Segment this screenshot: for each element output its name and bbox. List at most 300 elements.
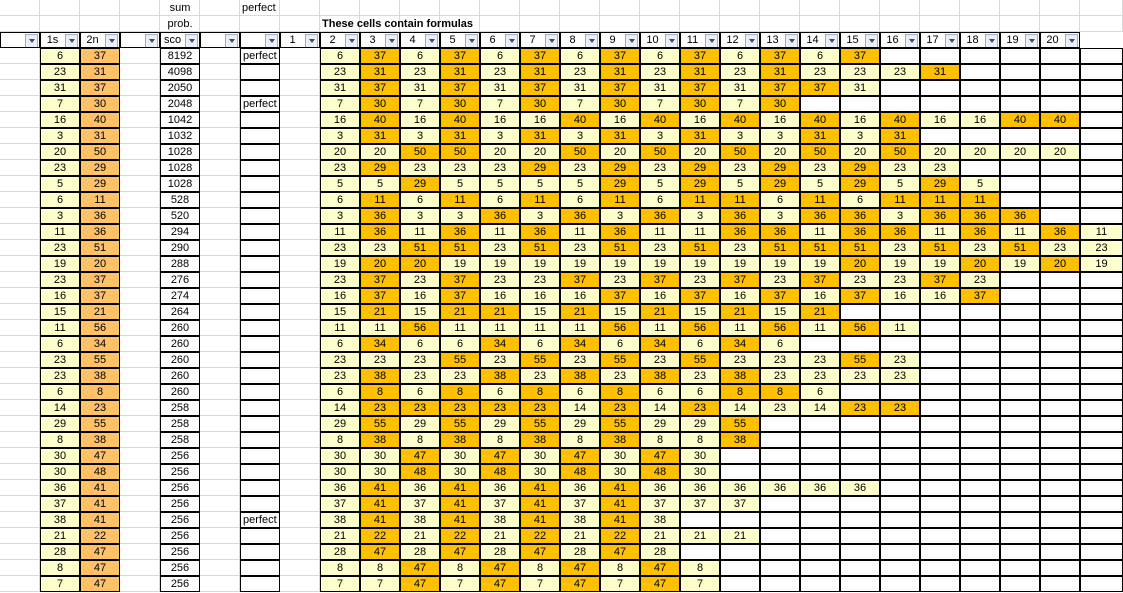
sequence-cell[interactable]: 41: [360, 480, 400, 496]
sequence-cell[interactable]: 3: [440, 208, 480, 224]
empty-formula-cell[interactable]: [1040, 192, 1080, 208]
empty-cell[interactable]: [200, 160, 240, 176]
sequence-cell[interactable]: 23: [640, 160, 680, 176]
sequence-cell[interactable]: 22: [600, 528, 640, 544]
sequence-cell[interactable]: 14: [640, 400, 680, 416]
empty-cell[interactable]: [200, 320, 240, 336]
score-cell[interactable]: 1028: [160, 176, 200, 192]
sequence-cell[interactable]: 29: [360, 160, 400, 176]
first-value-cell[interactable]: 29: [40, 416, 80, 432]
sequence-cell[interactable]: 30: [360, 448, 400, 464]
sequence-cell[interactable]: 11: [440, 320, 480, 336]
empty-cell[interactable]: [120, 64, 160, 80]
empty-cell[interactable]: [200, 352, 240, 368]
sequence-cell[interactable]: 19: [520, 256, 560, 272]
sequence-cell[interactable]: 36: [520, 224, 560, 240]
sequence-cell[interactable]: 16: [520, 288, 560, 304]
sequence-cell[interactable]: 40: [440, 112, 480, 128]
sequence-cell[interactable]: 23: [880, 272, 920, 288]
empty-formula-cell[interactable]: [1040, 320, 1080, 336]
sequence-cell[interactable]: 37: [760, 288, 800, 304]
sequence-cell[interactable]: 47: [640, 448, 680, 464]
sequence-cell[interactable]: 16: [560, 288, 600, 304]
empty-formula-cell[interactable]: [880, 384, 920, 400]
empty-formula-cell[interactable]: [720, 560, 760, 576]
sequence-cell[interactable]: 21: [640, 528, 680, 544]
perfect-cell[interactable]: [240, 400, 280, 416]
perfect-cell[interactable]: [240, 288, 280, 304]
sequence-cell[interactable]: 3: [760, 208, 800, 224]
empty-formula-cell[interactable]: [1080, 432, 1123, 448]
sequence-cell[interactable]: 6: [320, 384, 360, 400]
empty-cell[interactable]: [40, 0, 80, 16]
filter-header-cell[interactable]: [920, 32, 960, 48]
sequence-cell[interactable]: 23: [520, 400, 560, 416]
sequence-cell[interactable]: 23: [840, 400, 880, 416]
filter-header-cell[interactable]: [40, 32, 80, 48]
empty-cell[interactable]: [280, 208, 320, 224]
sequence-cell[interactable]: 30: [320, 464, 360, 480]
filter-dropdown-button[interactable]: [225, 34, 238, 48]
sequence-cell[interactable]: 36: [840, 208, 880, 224]
empty-cell[interactable]: [200, 496, 240, 512]
sequence-cell[interactable]: 28: [560, 544, 600, 560]
sequence-cell[interactable]: 15: [400, 304, 440, 320]
sequence-cell[interactable]: 23: [600, 272, 640, 288]
empty-formula-cell[interactable]: [1080, 416, 1123, 432]
sequence-cell[interactable]: 41: [440, 480, 480, 496]
empty-cell[interactable]: [280, 128, 320, 144]
sequence-cell[interactable]: 47: [400, 560, 440, 576]
empty-formula-cell[interactable]: [760, 512, 800, 528]
empty-formula-cell[interactable]: [1000, 416, 1040, 432]
empty-cell[interactable]: [600, 16, 640, 32]
sequence-cell[interactable]: 23: [400, 400, 440, 416]
score-cell[interactable]: 256: [160, 528, 200, 544]
empty-cell[interactable]: [240, 16, 280, 32]
empty-formula-cell[interactable]: [1040, 512, 1080, 528]
filter-header-cell[interactable]: [280, 32, 320, 48]
empty-cell[interactable]: [1080, 16, 1123, 32]
sequence-cell[interactable]: 37: [360, 288, 400, 304]
sequence-cell[interactable]: 3: [720, 128, 760, 144]
sequence-cell[interactable]: 23: [880, 352, 920, 368]
empty-cell[interactable]: [280, 512, 320, 528]
sequence-cell[interactable]: 29: [320, 416, 360, 432]
empty-cell[interactable]: [400, 0, 440, 16]
empty-formula-cell[interactable]: [1040, 208, 1080, 224]
empty-formula-cell[interactable]: [1080, 368, 1123, 384]
empty-formula-cell[interactable]: [1000, 336, 1040, 352]
empty-formula-cell[interactable]: [760, 544, 800, 560]
empty-cell[interactable]: [120, 512, 160, 528]
first-value-cell[interactable]: 16: [40, 288, 80, 304]
sequence-cell[interactable]: 20: [1040, 144, 1080, 160]
second-value-cell[interactable]: 30: [80, 96, 120, 112]
sequence-cell[interactable]: 14: [800, 400, 840, 416]
filter-header-cell[interactable]: [120, 32, 160, 48]
sequence-cell[interactable]: 8: [520, 560, 560, 576]
empty-cell[interactable]: [200, 192, 240, 208]
sequence-cell[interactable]: 6: [760, 336, 800, 352]
first-value-cell[interactable]: 8: [40, 560, 80, 576]
empty-formula-cell[interactable]: [760, 496, 800, 512]
sequence-cell[interactable]: 11: [400, 224, 440, 240]
empty-formula-cell[interactable]: [880, 496, 920, 512]
perfect-cell[interactable]: [240, 384, 280, 400]
sequence-cell[interactable]: 6: [840, 192, 880, 208]
empty-formula-cell[interactable]: [800, 560, 840, 576]
sequence-cell[interactable]: 20: [920, 144, 960, 160]
sequence-cell[interactable]: 5: [520, 176, 560, 192]
sequence-cell[interactable]: 11: [480, 320, 520, 336]
empty-cell[interactable]: [280, 112, 320, 128]
second-value-cell[interactable]: 55: [80, 352, 120, 368]
empty-cell[interactable]: [0, 224, 40, 240]
empty-formula-cell[interactable]: [1080, 176, 1123, 192]
empty-formula-cell[interactable]: [1040, 576, 1080, 592]
sequence-cell[interactable]: 37: [440, 288, 480, 304]
empty-formula-cell[interactable]: [1000, 352, 1040, 368]
sequence-cell[interactable]: 29: [560, 416, 600, 432]
filter-dropdown-button[interactable]: [505, 34, 518, 48]
sequence-cell[interactable]: 11: [920, 224, 960, 240]
perfect-cell[interactable]: [240, 208, 280, 224]
sequence-cell[interactable]: 47: [480, 576, 520, 592]
sequence-cell[interactable]: 14: [720, 400, 760, 416]
perfect-cell[interactable]: [240, 368, 280, 384]
empty-cell[interactable]: [840, 0, 880, 16]
empty-formula-cell[interactable]: [1080, 112, 1123, 128]
sequence-cell[interactable]: 23: [720, 240, 760, 256]
sequence-cell[interactable]: 19: [760, 256, 800, 272]
sequence-cell[interactable]: 36: [720, 208, 760, 224]
empty-cell[interactable]: [0, 0, 40, 16]
second-value-cell[interactable]: 29: [80, 176, 120, 192]
sequence-cell[interactable]: 30: [440, 96, 480, 112]
empty-cell[interactable]: [1000, 0, 1040, 16]
sequence-cell[interactable]: 19: [320, 256, 360, 272]
sequence-cell[interactable]: 8: [600, 384, 640, 400]
sequence-cell[interactable]: 34: [560, 336, 600, 352]
sequence-cell[interactable]: 30: [680, 464, 720, 480]
empty-formula-cell[interactable]: [840, 416, 880, 432]
empty-cell[interactable]: [120, 448, 160, 464]
sequence-cell[interactable]: 16: [840, 112, 880, 128]
sequence-cell[interactable]: 36: [800, 480, 840, 496]
empty-cell[interactable]: [200, 240, 240, 256]
empty-formula-cell[interactable]: [1000, 448, 1040, 464]
sequence-cell[interactable]: 37: [800, 80, 840, 96]
sequence-cell[interactable]: 23: [880, 368, 920, 384]
empty-cell[interactable]: [120, 352, 160, 368]
score-cell[interactable]: 260: [160, 336, 200, 352]
sequence-cell[interactable]: 20: [760, 144, 800, 160]
empty-cell[interactable]: [280, 48, 320, 64]
sequence-cell[interactable]: 19: [880, 256, 920, 272]
empty-formula-cell[interactable]: [840, 544, 880, 560]
empty-formula-cell[interactable]: [1040, 528, 1080, 544]
sequence-cell[interactable]: 16: [320, 288, 360, 304]
sequence-cell[interactable]: 11: [560, 320, 600, 336]
sequence-cell[interactable]: 40: [1000, 112, 1040, 128]
sequence-cell[interactable]: 15: [320, 304, 360, 320]
empty-formula-cell[interactable]: [840, 336, 880, 352]
sequence-cell[interactable]: 11: [520, 320, 560, 336]
sequence-cell[interactable]: 11: [1000, 224, 1040, 240]
sequence-cell[interactable]: 55: [720, 416, 760, 432]
sequence-cell[interactable]: 11: [680, 192, 720, 208]
empty-formula-cell[interactable]: [1000, 160, 1040, 176]
sequence-cell[interactable]: 40: [1040, 112, 1080, 128]
empty-cell[interactable]: [280, 448, 320, 464]
second-value-cell[interactable]: 47: [80, 576, 120, 592]
sequence-cell[interactable]: 8: [400, 432, 440, 448]
sequence-cell[interactable]: 40: [720, 112, 760, 128]
empty-formula-cell[interactable]: [1000, 64, 1040, 80]
sequence-cell[interactable]: 37: [680, 496, 720, 512]
sequence-cell[interactable]: 37: [560, 272, 600, 288]
empty-formula-cell[interactable]: [920, 384, 960, 400]
empty-cell[interactable]: [840, 16, 880, 32]
filter-header-cell[interactable]: [800, 32, 840, 48]
empty-cell[interactable]: [480, 0, 520, 16]
second-value-cell[interactable]: 34: [80, 336, 120, 352]
sequence-cell[interactable]: 5: [560, 176, 600, 192]
sequence-cell[interactable]: 6: [680, 384, 720, 400]
empty-formula-cell[interactable]: [920, 480, 960, 496]
score-cell[interactable]: 256: [160, 480, 200, 496]
filter-header-cell[interactable]: [560, 32, 600, 48]
sequence-cell[interactable]: 11: [880, 320, 920, 336]
second-value-cell[interactable]: 31: [80, 64, 120, 80]
first-value-cell[interactable]: 21: [40, 528, 80, 544]
empty-formula-cell[interactable]: [960, 528, 1000, 544]
empty-cell[interactable]: [0, 16, 40, 32]
sequence-cell[interactable]: 16: [520, 112, 560, 128]
empty-cell[interactable]: [280, 144, 320, 160]
empty-formula-cell[interactable]: [720, 512, 760, 528]
sequence-cell[interactable]: 7: [480, 96, 520, 112]
score-cell[interactable]: 256: [160, 512, 200, 528]
empty-cell[interactable]: [120, 16, 160, 32]
empty-formula-cell[interactable]: [920, 368, 960, 384]
sequence-cell[interactable]: 36: [560, 480, 600, 496]
empty-formula-cell[interactable]: [920, 96, 960, 112]
sequence-cell[interactable]: 21: [440, 304, 480, 320]
empty-cell[interactable]: [120, 544, 160, 560]
empty-formula-cell[interactable]: [1080, 576, 1123, 592]
empty-cell[interactable]: [920, 16, 960, 32]
second-value-cell[interactable]: 50: [80, 144, 120, 160]
empty-cell[interactable]: [200, 144, 240, 160]
sequence-cell[interactable]: 11: [920, 192, 960, 208]
sequence-cell[interactable]: 36: [360, 224, 400, 240]
sequence-cell[interactable]: 23: [520, 368, 560, 384]
sequence-cell[interactable]: 31: [680, 64, 720, 80]
empty-cell[interactable]: [200, 400, 240, 416]
empty-formula-cell[interactable]: [920, 80, 960, 96]
empty-formula-cell[interactable]: [920, 432, 960, 448]
filter-dropdown-button[interactable]: [185, 34, 198, 48]
first-value-cell[interactable]: 6: [40, 336, 80, 352]
empty-formula-cell[interactable]: [1040, 176, 1080, 192]
sequence-cell[interactable]: 23: [760, 352, 800, 368]
sequence-cell[interactable]: 7: [400, 96, 440, 112]
sequence-cell[interactable]: 37: [720, 496, 760, 512]
sequence-cell[interactable]: 38: [360, 368, 400, 384]
sequence-cell[interactable]: 16: [760, 112, 800, 128]
score-cell[interactable]: 1028: [160, 160, 200, 176]
empty-formula-cell[interactable]: [1080, 560, 1123, 576]
filter-header-cell[interactable]: [80, 32, 120, 48]
sequence-cell[interactable]: 20: [960, 144, 1000, 160]
score-cell[interactable]: 520: [160, 208, 200, 224]
empty-formula-cell[interactable]: [760, 528, 800, 544]
sequence-cell[interactable]: 31: [600, 128, 640, 144]
sequence-cell[interactable]: 23: [480, 64, 520, 80]
sequence-cell[interactable]: 23: [440, 368, 480, 384]
sequence-cell[interactable]: 47: [560, 560, 600, 576]
sequence-cell[interactable]: 19: [920, 256, 960, 272]
sequence-cell[interactable]: 23: [680, 400, 720, 416]
sequence-cell[interactable]: 19: [1080, 256, 1123, 272]
sequence-cell[interactable]: 23: [360, 352, 400, 368]
empty-formula-cell[interactable]: [800, 96, 840, 112]
sequence-cell[interactable]: 30: [360, 464, 400, 480]
sequence-cell[interactable]: 36: [640, 208, 680, 224]
sequence-cell[interactable]: 50: [560, 144, 600, 160]
empty-formula-cell[interactable]: [880, 480, 920, 496]
score-cell[interactable]: 258: [160, 400, 200, 416]
empty-formula-cell[interactable]: [960, 400, 1000, 416]
sequence-cell[interactable]: 36: [1040, 224, 1080, 240]
empty-cell[interactable]: [560, 16, 600, 32]
filter-dropdown-button[interactable]: [65, 34, 78, 48]
empty-formula-cell[interactable]: [960, 64, 1000, 80]
empty-cell[interactable]: [120, 0, 160, 16]
second-value-cell[interactable]: 47: [80, 448, 120, 464]
sequence-cell[interactable]: 19: [640, 256, 680, 272]
first-value-cell[interactable]: 11: [40, 224, 80, 240]
score-cell[interactable]: 256: [160, 576, 200, 592]
sequence-cell[interactable]: 28: [640, 544, 680, 560]
sequence-cell[interactable]: 38: [520, 432, 560, 448]
empty-cell[interactable]: [720, 16, 760, 32]
first-value-cell[interactable]: 23: [40, 272, 80, 288]
sequence-cell[interactable]: 47: [400, 576, 440, 592]
empty-formula-cell[interactable]: [1040, 64, 1080, 80]
sequence-cell[interactable]: 51: [920, 240, 960, 256]
score-cell[interactable]: 256: [160, 448, 200, 464]
sequence-cell[interactable]: 11: [320, 320, 360, 336]
sequence-cell[interactable]: 23: [560, 352, 600, 368]
sequence-cell[interactable]: 36: [720, 224, 760, 240]
sequence-cell[interactable]: 20: [840, 256, 880, 272]
empty-cell[interactable]: [0, 80, 40, 96]
sequence-cell[interactable]: 8: [320, 432, 360, 448]
empty-formula-cell[interactable]: [800, 496, 840, 512]
empty-cell[interactable]: [0, 240, 40, 256]
sequence-cell[interactable]: 23: [640, 352, 680, 368]
empty-formula-cell[interactable]: [920, 352, 960, 368]
empty-cell[interactable]: [200, 288, 240, 304]
sequence-cell[interactable]: 23: [760, 272, 800, 288]
sequence-cell[interactable]: 7: [640, 96, 680, 112]
sequence-cell[interactable]: 5: [720, 176, 760, 192]
filter-header-cell[interactable]: [360, 32, 400, 48]
sequence-cell[interactable]: 34: [720, 336, 760, 352]
sequence-cell[interactable]: 37: [560, 496, 600, 512]
sequence-cell[interactable]: 23: [760, 368, 800, 384]
sequence-cell[interactable]: 20: [320, 144, 360, 160]
empty-cell[interactable]: [0, 288, 40, 304]
sequence-cell[interactable]: 37: [480, 496, 520, 512]
sequence-cell[interactable]: 23: [720, 160, 760, 176]
filter-dropdown-button[interactable]: [1025, 34, 1038, 48]
sequence-cell[interactable]: 3: [760, 128, 800, 144]
sequence-cell[interactable]: 15: [760, 304, 800, 320]
score-cell[interactable]: 260: [160, 320, 200, 336]
sequence-cell[interactable]: 37: [840, 48, 880, 64]
sequence-cell[interactable]: 37: [600, 48, 640, 64]
filter-dropdown-button[interactable]: [865, 34, 878, 48]
empty-formula-cell[interactable]: [1080, 352, 1123, 368]
sequence-cell[interactable]: 47: [480, 560, 520, 576]
sequence-cell[interactable]: 5: [880, 176, 920, 192]
sequence-cell[interactable]: 23: [320, 368, 360, 384]
empty-formula-cell[interactable]: [1000, 272, 1040, 288]
empty-cell[interactable]: [120, 576, 160, 592]
empty-formula-cell[interactable]: [960, 320, 1000, 336]
filter-dropdown-button[interactable]: [105, 34, 118, 48]
sequence-cell[interactable]: 36: [880, 224, 920, 240]
sequence-cell[interactable]: 6: [400, 192, 440, 208]
sequence-cell[interactable]: 23: [840, 272, 880, 288]
sequence-cell[interactable]: 41: [520, 496, 560, 512]
sequence-cell[interactable]: 30: [320, 448, 360, 464]
sequence-cell[interactable]: 3: [320, 208, 360, 224]
filter-header-cell[interactable]: [760, 32, 800, 48]
empty-formula-cell[interactable]: [1000, 512, 1040, 528]
empty-cell[interactable]: [120, 336, 160, 352]
empty-formula-cell[interactable]: [1080, 160, 1123, 176]
perfect-cell[interactable]: perfect: [240, 48, 280, 64]
sequence-cell[interactable]: 37: [760, 48, 800, 64]
sequence-cell[interactable]: 3: [520, 208, 560, 224]
empty-cell[interactable]: [200, 112, 240, 128]
sequence-cell[interactable]: 55: [600, 352, 640, 368]
sequence-cell[interactable]: 20: [680, 144, 720, 160]
empty-cell[interactable]: [0, 336, 40, 352]
empty-cell[interactable]: [200, 576, 240, 592]
score-cell[interactable]: 8192: [160, 48, 200, 64]
sequence-cell[interactable]: 48: [640, 464, 680, 480]
sequence-cell[interactable]: 6: [320, 48, 360, 64]
sequence-cell[interactable]: 23: [600, 400, 640, 416]
sequence-cell[interactable]: 36: [960, 208, 1000, 224]
empty-formula-cell[interactable]: [1080, 192, 1123, 208]
empty-cell[interactable]: [120, 128, 160, 144]
empty-cell[interactable]: [640, 0, 680, 16]
empty-formula-cell[interactable]: [760, 576, 800, 592]
empty-cell[interactable]: [200, 416, 240, 432]
sequence-cell[interactable]: 11: [640, 224, 680, 240]
sequence-cell[interactable]: 37: [680, 80, 720, 96]
empty-cell[interactable]: [0, 112, 40, 128]
sequence-cell[interactable]: 41: [520, 512, 560, 528]
sequence-cell[interactable]: 50: [880, 144, 920, 160]
